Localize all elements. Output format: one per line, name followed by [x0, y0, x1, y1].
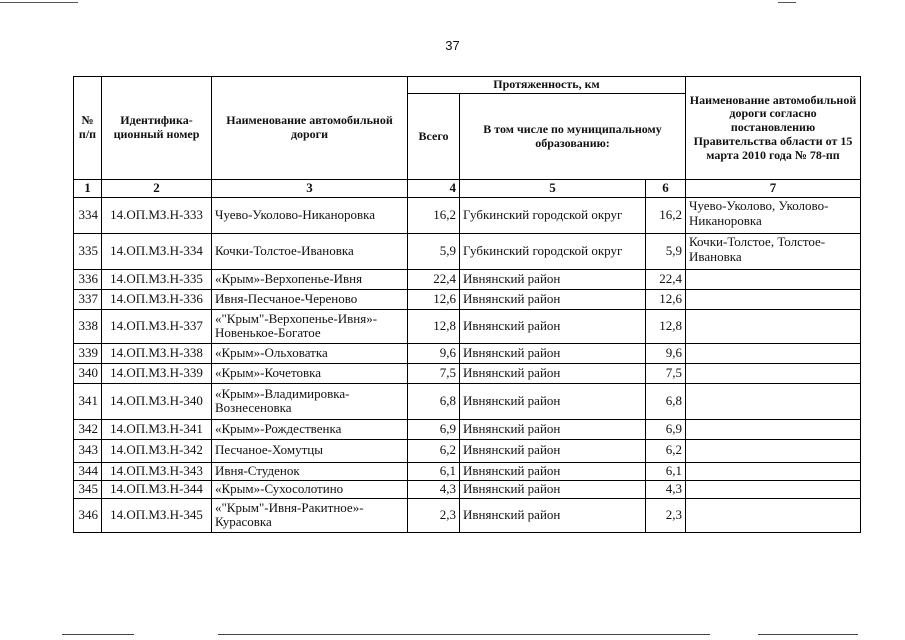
municipality: Ивнянский район — [460, 480, 646, 498]
resolution-name — [686, 269, 861, 289]
column-number: 7 — [686, 180, 861, 198]
road-id: 14.ОП.МЗ.Н-342 — [102, 439, 212, 462]
row-num: 336 — [74, 269, 102, 289]
row-num: 346 — [74, 498, 102, 532]
length-total: 2,3 — [408, 498, 460, 532]
road-name: Ивня-Студенок — [212, 462, 408, 480]
column-number: 2 — [102, 180, 212, 198]
table-row — [74, 197, 861, 233]
table-row — [74, 233, 861, 269]
row-num: 341 — [74, 383, 102, 419]
resolution-name — [686, 383, 861, 419]
top-scan-rule-left — [0, 2, 78, 3]
resolution-name — [686, 462, 861, 480]
header-road-name: Наименование автомобильной дороги — [212, 77, 408, 180]
road-name: «"Крым"-Верхопенье-Ивня»-Новенькое-Богатое — [212, 309, 408, 343]
road-name: Песчаное-Хомутцы — [212, 439, 408, 462]
road-name: «"Крым"-Ивня-Ракитное»-Курасовка — [212, 498, 408, 532]
road-id: 14.ОП.МЗ.Н-336 — [102, 289, 212, 309]
table-row — [74, 309, 861, 343]
municipality: Ивнянский район — [460, 363, 646, 383]
table-row — [74, 269, 861, 289]
length-total: 4,3 — [408, 480, 460, 498]
municipality: Ивнянский район — [460, 383, 646, 419]
column-number: 6 — [646, 180, 686, 198]
municipality: Ивнянский район — [460, 269, 646, 289]
length-total: 6,9 — [408, 419, 460, 439]
road-name: Кочки-Толстое-Ивановка — [212, 233, 408, 269]
road-id: 14.ОП.МЗ.Н-333 — [102, 197, 212, 233]
road-name: «Крым»-Сухосолотино — [212, 480, 408, 498]
road-name: Чуево-Уколово-Никаноровка — [212, 197, 408, 233]
municipality: Ивнянский район — [460, 289, 646, 309]
column-number: 4 — [408, 180, 460, 198]
row-num: 335 — [74, 233, 102, 269]
length-municipal: 9,6 — [646, 343, 686, 363]
column-number: 5 — [460, 180, 646, 198]
resolution-name — [686, 309, 861, 343]
row-num: 342 — [74, 419, 102, 439]
bottom-scan-rule-center — [218, 634, 710, 635]
road-id: 14.ОП.МЗ.Н-345 — [102, 498, 212, 532]
resolution-name — [686, 498, 861, 532]
length-municipal: 22,4 — [646, 269, 686, 289]
municipality: Ивнянский район — [460, 439, 646, 462]
length-total: 12,6 — [408, 289, 460, 309]
table-row — [74, 383, 861, 419]
header-including: В том числе по муниципальному образованию: — [460, 94, 686, 180]
length-municipal: 6,2 — [646, 439, 686, 462]
table-row — [74, 462, 861, 480]
table-row — [74, 439, 861, 462]
road-name: «Крым»-Кочетовка — [212, 363, 408, 383]
road-id: 14.ОП.МЗ.Н-343 — [102, 462, 212, 480]
road-name: «Крым»-Ольховатка — [212, 343, 408, 363]
resolution-name — [686, 439, 861, 462]
resolution-name: Кочки-Толстое, Толстое-Ивановка — [686, 233, 861, 269]
length-municipal: 12,6 — [646, 289, 686, 309]
municipality: Ивнянский район — [460, 309, 646, 343]
length-municipal: 16,2 — [646, 197, 686, 233]
road-id: 14.ОП.МЗ.Н-340 — [102, 383, 212, 419]
row-num: 345 — [74, 480, 102, 498]
length-municipal: 6,8 — [646, 383, 686, 419]
table-row — [74, 498, 861, 532]
header-resolution-name: Наименование автомобильной дороги согласно постановлению Правительства области от 15 марта 2010 года № 78-пп — [686, 77, 861, 180]
municipality: Ивнянский район — [460, 498, 646, 532]
length-municipal: 2,3 — [646, 498, 686, 532]
length-total: 6,1 — [408, 462, 460, 480]
length-total: 6,2 — [408, 439, 460, 462]
municipality: Ивнянский район — [460, 462, 646, 480]
length-total: 5,9 — [408, 233, 460, 269]
header-num: № п/п — [74, 77, 102, 180]
table-row — [74, 343, 861, 363]
length-municipal: 6,1 — [646, 462, 686, 480]
table-header — [74, 77, 861, 198]
road-id: 14.ОП.МЗ.Н-344 — [102, 480, 212, 498]
road-id: 14.ОП.МЗ.Н-338 — [102, 343, 212, 363]
row-num: 337 — [74, 289, 102, 309]
row-num: 344 — [74, 462, 102, 480]
length-total: 7,5 — [408, 363, 460, 383]
resolution-name: Чуево-Уколово, Уколово-Никаноровка — [686, 197, 861, 233]
length-municipal: 6,9 — [646, 419, 686, 439]
table-row — [74, 363, 861, 383]
column-number-row — [74, 180, 861, 198]
header-total: Всего — [408, 94, 460, 180]
table-body — [74, 197, 861, 532]
road-id: 14.ОП.МЗ.Н-339 — [102, 363, 212, 383]
row-num: 338 — [74, 309, 102, 343]
municipality: Губкинский городской округ — [460, 197, 646, 233]
length-total: 12,8 — [408, 309, 460, 343]
length-total: 16,2 — [408, 197, 460, 233]
table-row — [74, 480, 861, 498]
table-row — [74, 289, 861, 309]
column-number: 1 — [74, 180, 102, 198]
table-row — [74, 419, 861, 439]
municipality: Губкинский городской округ — [460, 233, 646, 269]
length-municipal: 12,8 — [646, 309, 686, 343]
road-name: Ивня-Песчаное-Череново — [212, 289, 408, 309]
road-name: «Крым»-Владимировка-Вознесеновка — [212, 383, 408, 419]
road-name: «Крым»-Верхопенье-Ивня — [212, 269, 408, 289]
header-length-group: Протяженность, км — [408, 77, 686, 94]
top-scan-rule-right — [778, 2, 796, 3]
length-total: 9,6 — [408, 343, 460, 363]
resolution-name — [686, 289, 861, 309]
row-num: 334 — [74, 197, 102, 233]
row-num: 340 — [74, 363, 102, 383]
road-name: «Крым»-Рождественка — [212, 419, 408, 439]
bottom-scan-rule-right — [758, 634, 858, 635]
road-id: 14.ОП.МЗ.Н-341 — [102, 419, 212, 439]
length-total: 6,8 — [408, 383, 460, 419]
resolution-name — [686, 363, 861, 383]
municipality: Ивнянский район — [460, 343, 646, 363]
resolution-name — [686, 343, 861, 363]
municipality: Ивнянский район — [460, 419, 646, 439]
resolution-name — [686, 480, 861, 498]
length-total: 22,4 — [408, 269, 460, 289]
road-id: 14.ОП.МЗ.Н-335 — [102, 269, 212, 289]
page-number: 37 — [445, 38, 460, 53]
roads-table — [73, 76, 861, 533]
column-number: 3 — [212, 180, 408, 198]
length-municipal: 5,9 — [646, 233, 686, 269]
length-municipal: 4,3 — [646, 480, 686, 498]
row-num: 343 — [74, 439, 102, 462]
resolution-name — [686, 419, 861, 439]
row-num: 339 — [74, 343, 102, 363]
header-id: Идентифика-ционный номер — [102, 77, 212, 180]
length-municipal: 7,5 — [646, 363, 686, 383]
road-id: 14.ОП.МЗ.Н-334 — [102, 233, 212, 269]
bottom-scan-rule-left — [62, 634, 134, 635]
road-id: 14.ОП.МЗ.Н-337 — [102, 309, 212, 343]
